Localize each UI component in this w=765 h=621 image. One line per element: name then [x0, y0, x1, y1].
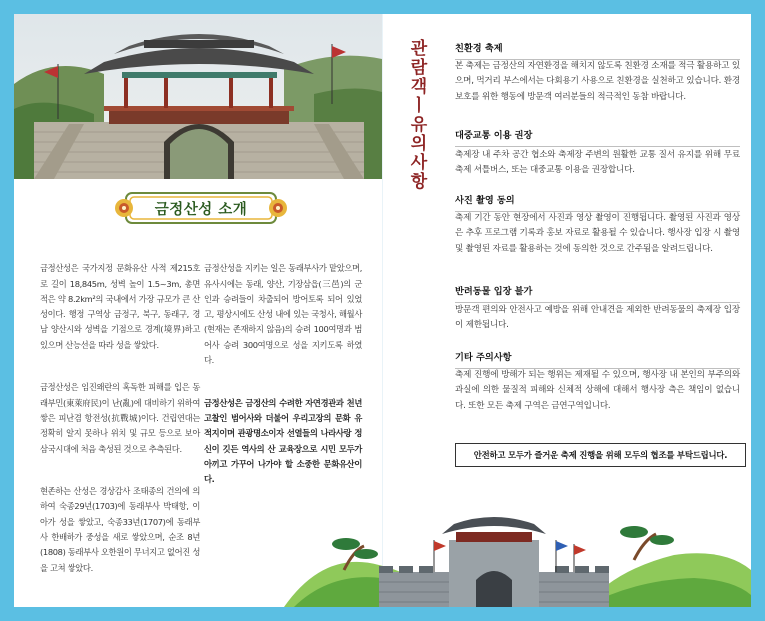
vertical-section-title: [408, 40, 430, 192]
section-title-eco: 친환경 축제: [455, 43, 503, 54]
intro-paragraph-emphasis: 금정산성은 금정산의 수려한 자연경관과 천년 고찰인 범어사와 더불어 우리고장의 문화 유적지이며 관광명소이자 선열들의 나라사랑 정신이 깃든 역사의 산 교육장으로 시민 모두가 아끼고 가꾸어 나가야 할 소중한 문화유산이다.: [204, 397, 362, 485]
vertical-title-char: 의: [410, 134, 428, 154]
intro-column-right: [204, 246, 362, 515]
vertical-title-char: 관: [410, 39, 428, 59]
section-rule: [455, 146, 740, 147]
section-body-pets: 방문객 편의와 안전사고 예방을 위해 안내견을 제외한 반려동물의 축제장 입장이 제한됩니다.: [455, 305, 740, 331]
section-title-transit: 대중교통 이용 권장: [455, 130, 533, 141]
section-title-pets: 반려동물 입장 불가: [455, 286, 533, 297]
section-title-misc: 기타 주의사항: [455, 352, 512, 363]
fortress-gate-photo: [14, 14, 382, 179]
section-body-transit: 축제장 내 주차 공간 협소와 축제장 주변의 원활한 교통 질서 유지를 위해 무료 축제 셔틀버스, 또는 대중교통 이용을 권장합니다.: [455, 150, 740, 176]
intro-paragraph: 금정산성은 국가지정 문화유산 사적 제215호로 길이 18,845m, 성벽 높이 1.5~3m, 총면적은 약 8.2km²의 국내에서 가장 규모가 큰 산성이다. 행정 구역상 금정구, 북구, 동래구, 경남 양산시와 성벽을 기점으로 경계(境界)하고 있으며 산능선을 따라 성을 쌓았다.: [40, 263, 200, 350]
vertical-title-char: 객: [410, 77, 428, 97]
section-body-photo: 축제 기간 동안 현장에서 사진과 영상 촬영이 진행됩니다. 촬영된 사진과 영상은 추후 프로그램 기록과 홍보 자료로 활용될 수 있습니다. 행사장 입장 시 촬영 및 촬영된 자료를 활용하는 것에 동의한 것으로 간주됨을 알려드립니다.: [455, 213, 740, 254]
vertical-title-char: 항: [410, 172, 428, 192]
intro-paragraph: 현존하는 산성은 경상감사 조태종의 건의에 의하여 숙종29년(1703)에 동래부사 박태항, 이아가 성을 쌓았고, 숙종33년(1707)에 동래부사 한배하가 중성을 새로 쌓았으며, 순조 8년(1808) 동래부사 오한원이 무너지고 없어진 성을 고쳐 쌓았다.: [40, 486, 200, 573]
vertical-title-char: 람: [410, 58, 428, 78]
intro-paragraph: 금정산성을 지키는 일은 동래부사가 맡았으며, 유사시에는 동래, 양산, 기장삼읍(三邑)의 군인과 승려들이 차출되어 방어토록 되어 있었고, 평상시에도 산성 내에 있는 국청사, 해월사(현재는 존재하지 않음)의 승려 100여명과 범어사 승려 300여명으로 성을 지키도록 하였다.: [204, 263, 362, 366]
section-body-misc: 축제 진행에 방해가 되는 행위는 제재될 수 있으며, 행사장 내 본인의 부주의와 과실에 의한 물질적 피해와 신체적 상해에 대해서 행사장 측은 책임이 없습니다. 또한 모든 축제 구역은 금연구역입니다.: [455, 370, 740, 411]
vertical-title-char: 사: [410, 153, 428, 173]
brochure-page: [14, 14, 751, 607]
section-title-photo: 사진 촬영 동의: [455, 195, 515, 206]
cooperation-notice: 안전하고 모두가 즐거운 축제 진행을 위해 모두의 협조를 부탁드립니다.: [455, 443, 746, 467]
intro-banner: [112, 188, 290, 228]
pine-tree-icon: [620, 526, 674, 560]
intro-paragraph: 금정산성은 임진왜란의 혹독한 피해를 입은 동래부민(東萊府民)이 난(亂)에 대비하기 위하여 쌓은 피난겸 항전성(抗戰城)이다. 건립연대는 정확히 알지 못하나 위치 및 규모 등으로 보아 삼국시대에 처음 축성된 것으로 추측된다.: [40, 382, 200, 454]
vertical-title-char: ㅣ: [410, 96, 428, 116]
section-body-eco: 본 축제는 금정산의 자연환경을 해치지 않도록 친환경 소재를 적극 활용하고 있으며, 먹거리 부스에서는 다회용기 사용으로 친환경을 실천하고 있습니다. 환경보호를 위한 행동에 방문객 여러분들의 적극적인 동참 바랍니다.: [455, 61, 740, 102]
fortress-illustration: [284, 510, 751, 607]
intro-column-left: [40, 246, 200, 603]
intro-banner-title: 금정산성 소개: [154, 201, 248, 218]
vertical-title-char: 유: [410, 115, 428, 135]
